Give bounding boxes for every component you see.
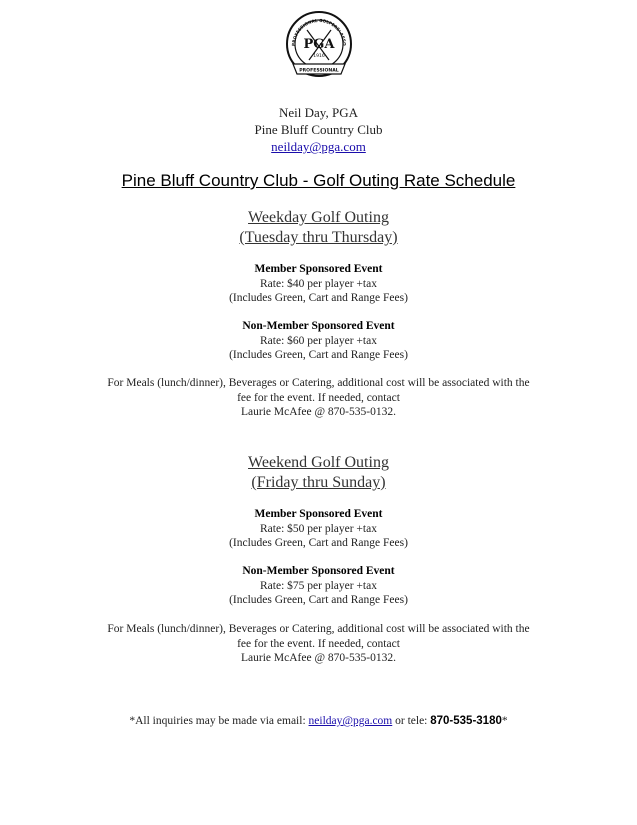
logo-center-text: PGA: [303, 37, 335, 52]
page-title: Pine Bluff Country Club - Golf Outing Rate Schedule: [121, 171, 516, 190]
weekday-days: (Tuesday thru Thursday): [239, 229, 398, 246]
weekday-member-includes: (Includes Green, Cart and Range Fees): [229, 292, 408, 304]
pga-logo: [283, 10, 355, 82]
weekend-heading: Weekend Golf Outing: [248, 454, 389, 471]
weekday-member-rate: Rate: $40 per player +tax: [260, 277, 377, 290]
contact-email-link[interactable]: neilday@pga.com: [271, 139, 366, 154]
weekend-meals-line2: fee for the event. If needed, contact: [237, 637, 400, 650]
weekday-nonmember-includes: (Includes Green, Cart and Range Fees): [229, 349, 408, 361]
weekend-meals-line3: Laurie McAfee @ 870-535-0132.: [241, 652, 396, 664]
weekday-meals-line2: fee for the event. If needed, contact: [237, 391, 400, 404]
weekend-member-includes: (Includes Green, Cart and Range Fees): [229, 537, 408, 549]
weekend-nonmember-block: [0, 564, 637, 608]
weekday-member-block: [0, 262, 637, 306]
logo-year: 1916: [313, 54, 325, 59]
weekday-nonmember-rate: Rate: $60 per player +tax: [260, 334, 377, 347]
weekend-nonmember-includes: (Includes Green, Cart and Range Fees): [229, 594, 408, 606]
contact-header: [0, 104, 637, 155]
contact-name: Neil Day, PGA: [279, 105, 358, 120]
weekday-heading: Weekday Golf Outing: [248, 209, 389, 226]
weekend-member-block: [0, 507, 637, 551]
footer-email-link[interactable]: neilday@pga.com: [308, 715, 393, 727]
weekday-meals-line1: For Meals (lunch/dinner), Beverages or Catering, additional cost will be associated with the: [107, 377, 530, 389]
weekend-meals-line1: For Meals (lunch/dinner), Beverages or Catering, additional cost will be associated with the: [107, 623, 530, 635]
logo-banner-text: PROFESSIONAL: [299, 68, 339, 74]
weekday-nonmember-label: Non-Member Sponsored Event: [242, 320, 395, 332]
logo-ring-text: PROFESSIONAL GOLFERS' ASSO: [290, 17, 348, 47]
footer-prefix: *All inquiries may be made via email:: [129, 715, 309, 727]
weekday-member-label: Member Sponsored Event: [254, 263, 383, 275]
weekday-meals-line3: Laurie McAfee @ 870-535-0132.: [241, 406, 396, 418]
weekend-member-label: Member Sponsored Event: [254, 508, 383, 520]
weekend-member-rate: Rate: $50 per player +tax: [260, 522, 377, 535]
weekday-meals-note: [92, 376, 545, 420]
footer-phone: 870-535-3180: [430, 715, 502, 727]
weekday-nonmember-block: [0, 319, 637, 363]
footer-suffix: *: [501, 715, 508, 727]
weekend-nonmember-label: Non-Member Sponsored Event: [242, 565, 395, 577]
contact-club: Pine Bluff Country Club: [254, 122, 383, 137]
weekend-meals-note: [92, 622, 545, 666]
inquiries-footer: [0, 714, 637, 728]
weekend-nonmember-rate: Rate: $75 per player +tax: [260, 579, 377, 592]
footer-middle: or tele:: [392, 715, 431, 727]
weekend-days: (Friday thru Sunday): [251, 474, 386, 491]
